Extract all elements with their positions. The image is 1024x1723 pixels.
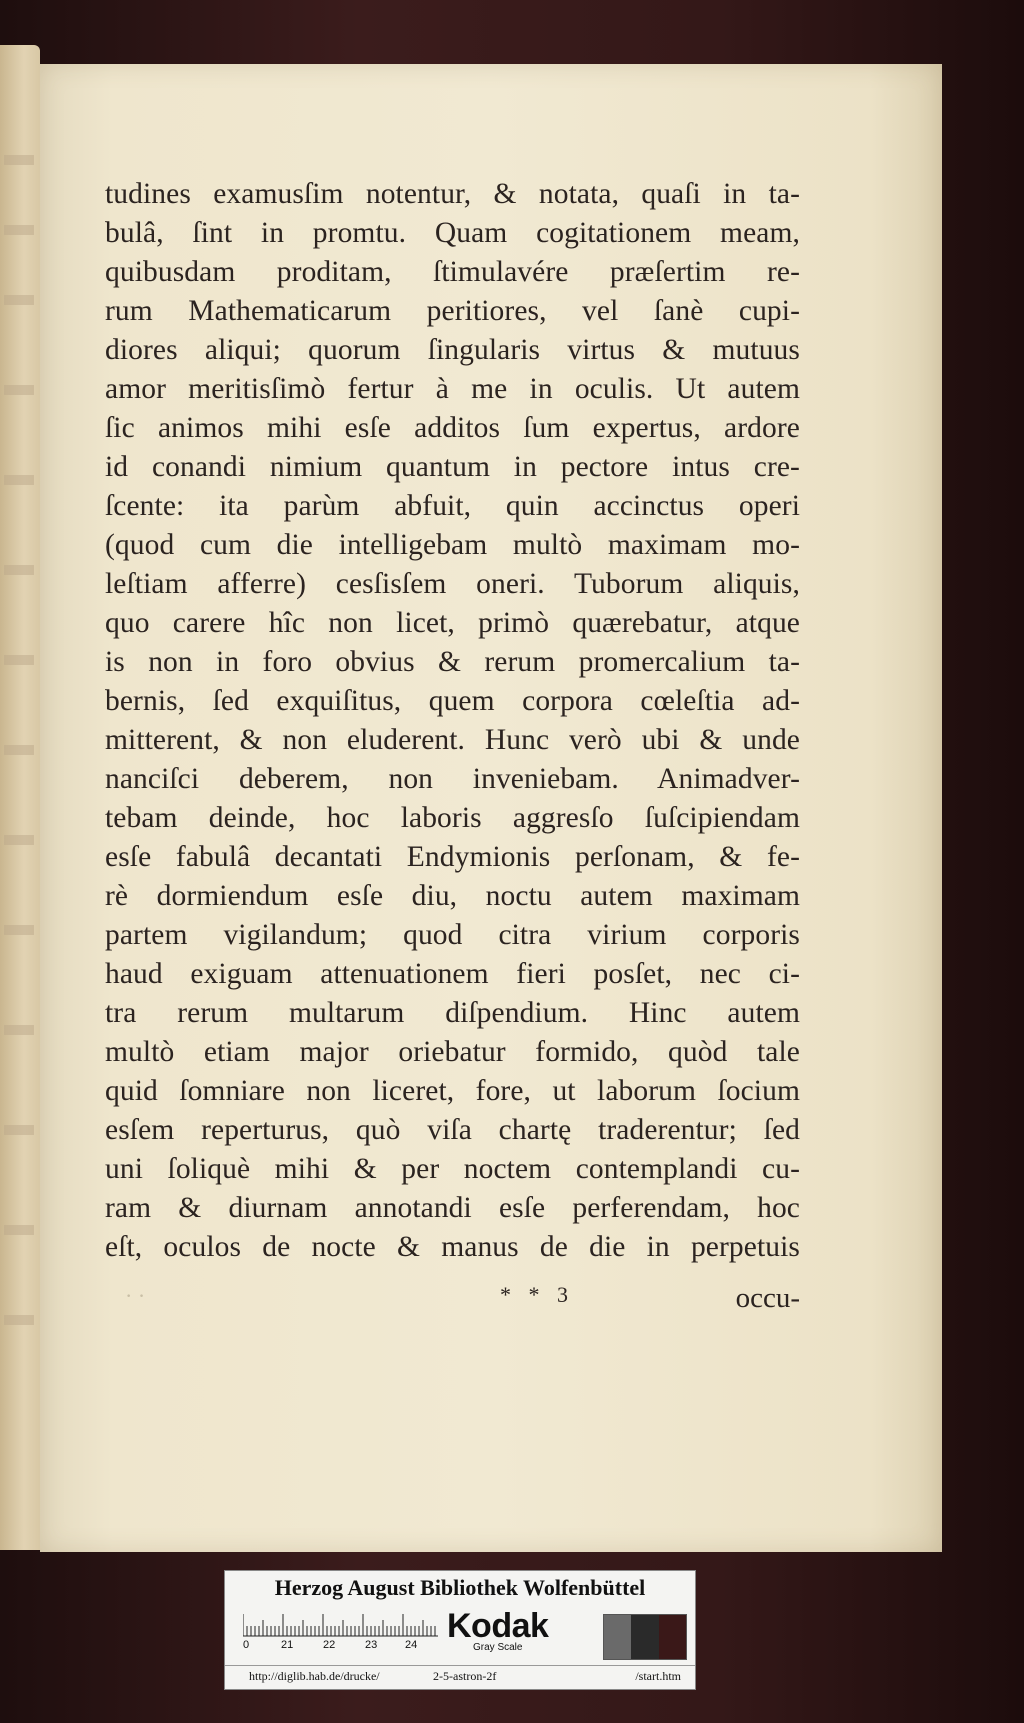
library-title: Herzog August Bibliothek Wolfenbüttel: [274, 1575, 646, 1600]
text-line: tebam deinde, hoc laboris aggresſo ſuſcipiendam: [105, 802, 800, 834]
text-line: quo carere hîc non licet, primò quærebatur, atque: [105, 607, 800, 639]
ruler-number: 21: [281, 1639, 294, 1651]
text-line: esſe fabulâ decantati Endymionis perſonam, & fe-: [105, 841, 800, 873]
text-line: mitterent, & non eluderent. Hunc verò ubi & unde: [105, 724, 800, 756]
ruler-number: 22: [323, 1639, 336, 1651]
ruler-number: 23: [365, 1639, 378, 1651]
text-line: eſt, oculos de nocte & manus de die in perpetuis: [105, 1231, 800, 1263]
text-line: (quod cum die intelligebam multò maximam mo-: [105, 529, 800, 561]
gray-scale-label: Gray Scale: [473, 1642, 523, 1653]
text-line: ſcente: ita parùm abfuit, quin accinctus operi: [105, 490, 800, 522]
url-row: [225, 1669, 695, 1687]
text-line: multò etiam major oriebatur formido, quòd tale: [105, 1036, 800, 1068]
previous-page-edge: [0, 45, 40, 1550]
card-divider: [225, 1665, 695, 1666]
text-line: bernis, ſed exquiſitus, quem corpora cœleſtia ad-: [105, 685, 800, 717]
gray-swatch: [659, 1615, 686, 1659]
page-footer: [105, 1282, 800, 1322]
text-line: tudines examusſim notentur, & notata, quaſi in ta-: [105, 178, 800, 210]
page-text: [105, 175, 800, 1267]
text-line: quid ſomniare non liceret, fore, ut laborum ſocium: [105, 1075, 800, 1107]
start-page-link: /start.htm: [635, 1669, 681, 1683]
ruler-number: 0: [243, 1639, 250, 1651]
text-line: id conandi nimium quantum in pectore intus cre-: [105, 451, 800, 483]
ruler-number: 24: [405, 1639, 418, 1651]
text-line: haud exiguam attenuationem fieri posſet, nec ci-: [105, 958, 800, 990]
kodak-logo: Kodak: [447, 1607, 549, 1645]
text-line: tra rerum multarum diſpendium. Hinc autem: [105, 997, 800, 1029]
catchword: occu-: [735, 1282, 800, 1314]
gray-scale-swatches: [603, 1614, 687, 1660]
text-line: rè dormiendum esſe diu, noctu autem maximam: [105, 880, 800, 912]
gray-swatch: [604, 1615, 631, 1659]
text-line: quibusdam proditam, ſtimulavére præſertim re-: [105, 256, 800, 288]
signature-mark: * * 3: [500, 1282, 574, 1307]
text-line: is non in foro obvius & rerum promercalium ta-: [105, 646, 800, 678]
text-line: leſtiam afferre) cesſisſem oneri. Tuborum aliquis,: [105, 568, 800, 600]
text-line: partem vigilandum; quod citra virium corporis: [105, 919, 800, 951]
text-line: nanciſci deberem, non inveniebam. Animadver-: [105, 763, 800, 795]
text-line: bulâ, ſint in promtu. Quam cogitationem meam,: [105, 217, 800, 249]
gray-swatch: [631, 1615, 658, 1659]
ruler-scale: [243, 1639, 443, 1653]
text-line: rum Mathematicarum peritiores, vel ſanè cupi-: [105, 295, 800, 327]
library-color-target-card: [224, 1570, 696, 1690]
text-line: uni ſoliquè mihi & per noctem contemplandi cu-: [105, 1153, 800, 1185]
shelfmark: 2-5-astron-2f: [433, 1669, 497, 1683]
text-line: ram & diurnam annotandi esſe perferendam, hoc: [105, 1192, 800, 1224]
measurement-ruler: [243, 1611, 438, 1637]
text-line: ſic animos mihi esſe additos ſum expertus, ardore: [105, 412, 800, 444]
text-line: esſem reperturus, quò viſa chartę traderentur; ſed: [105, 1114, 800, 1146]
text-line: amor meritisſimò fertur à me in oculis. Ut autem: [105, 373, 800, 405]
text-line: diores aliqui; quorum ſingularis virtus & mutuus: [105, 334, 800, 366]
show-through-mark: · ·: [125, 1283, 146, 1308]
library-url: http://diglib.hab.de/drucke/: [249, 1669, 380, 1683]
